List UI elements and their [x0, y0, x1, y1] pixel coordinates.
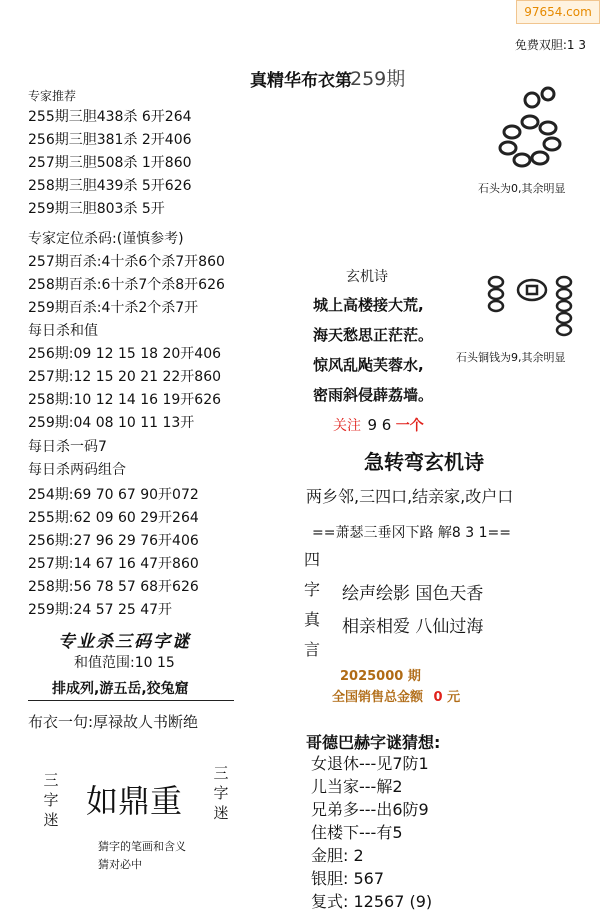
- sum-kill-heading: 每日杀和值: [28, 323, 98, 339]
- focus-label: 关注: [333, 418, 361, 434]
- sum-kill-list: [28, 343, 221, 435]
- coin-stone-image: [486, 272, 586, 342]
- kill-one-text: 每日杀一码7: [28, 439, 107, 455]
- list-item: 259期三胆803杀 5开: [28, 201, 165, 217]
- list-item: 256期:27 96 29 76开406: [28, 533, 199, 549]
- turn-poem-line: 两乡邻,三四口,结亲家,改户口: [306, 487, 514, 506]
- divider: [28, 700, 234, 701]
- buyi-line: 布衣一句:厚禄故人书断绝: [28, 713, 199, 731]
- combo-kill-list: [28, 484, 199, 622]
- focus-tail: 一个: [395, 418, 424, 434]
- riddle-line: 排成列,游五岳,狡兔窟: [52, 681, 189, 697]
- free-double-text: 免费双胆:1 3: [514, 38, 586, 52]
- poem-line: 城上高楼接大荒,: [313, 296, 424, 314]
- list-item: 女退休---见7防1: [311, 754, 429, 773]
- focus-line: [333, 415, 424, 435]
- riddle-hint: 猜字的笔画和含义: [98, 840, 186, 853]
- four-char-line-1: 绘声绘影 国色天香: [342, 584, 484, 604]
- list-item: 兄弟多---出6防9: [311, 800, 429, 819]
- poem-line: 海天愁思正茫茫。: [313, 326, 434, 344]
- list-item: 256期:09 12 15 18 20开406: [28, 346, 222, 362]
- list-item: 258期百杀:6十杀7个杀8开626: [28, 277, 225, 293]
- list-item: 259期:04 08 10 11 13开: [28, 415, 195, 431]
- turn-poem-code: ==萧瑟三垂冈下路 解8 3 1==: [312, 525, 511, 541]
- expert-list: [28, 106, 192, 221]
- vertical-label-char: 迷: [213, 804, 229, 822]
- list-item: 255期:62 09 60 29开264: [28, 510, 199, 526]
- list-item: 257期:12 15 20 21 22开860: [28, 369, 222, 385]
- list-item: 儿当家---解2: [311, 777, 403, 796]
- stone-ring-image: [478, 80, 568, 170]
- stone-caption: 石头为0,其余明显: [478, 182, 566, 195]
- riddle-hint-2: 猜对必中: [98, 858, 142, 871]
- four-char-label-char: 真: [304, 610, 321, 629]
- vertical-label-char: 三: [213, 764, 229, 782]
- xuanji-label: 玄机诗: [346, 269, 388, 285]
- list-item: 银胆: 567: [311, 869, 385, 888]
- sum-range-text: 和值范围:10 15: [74, 655, 175, 671]
- list-item: 258期:10 12 14 16 19开626: [28, 392, 222, 408]
- vertical-label-char: 字: [43, 791, 59, 809]
- focus-numbers: 9 6: [367, 416, 392, 434]
- riddle-title: 专业杀三码字谜: [58, 632, 191, 652]
- gedebach-list: [311, 752, 432, 913]
- vertical-label-right: [212, 763, 230, 823]
- position-kill-heading: 专家定位杀码:(谨慎参考): [28, 231, 184, 247]
- four-char-line-2: 相亲相爱 八仙过海: [342, 617, 484, 637]
- four-char-label-char: 言: [304, 640, 321, 659]
- list-item: 254期:69 70 67 90开072: [28, 487, 199, 503]
- list-item: 复式: 12567 (9): [311, 892, 433, 911]
- gedebach-title: 哥德巴赫字谜猜想:: [306, 733, 441, 752]
- list-item: 259期:24 57 25 47开: [28, 602, 173, 618]
- issue-number: 259期: [350, 68, 406, 90]
- list-item: 256期三胆381杀 2开406: [28, 132, 192, 148]
- vertical-label-char: 三: [43, 771, 59, 789]
- four-char-label-char: 四: [304, 550, 321, 569]
- site-watermark: 97654.com: [516, 0, 600, 24]
- vertical-label-char: 字: [213, 784, 229, 802]
- list-item: 257期三胆508杀 1开860: [28, 155, 192, 171]
- sales-value: 0: [433, 690, 443, 705]
- list-item: 金胆: 2: [311, 846, 364, 865]
- xuanji-poem: [313, 290, 433, 410]
- riddle-main-text: 如鼎重: [86, 782, 183, 820]
- poem-line: 密雨斜侵薜荔墙。: [313, 386, 434, 404]
- page-title: 真精华布衣第: [250, 71, 352, 91]
- list-item: 259期百杀:4十杀2个杀7开: [28, 300, 199, 316]
- lottery-issue: 2025000 期: [340, 669, 421, 684]
- four-char-label: [304, 545, 324, 665]
- vertical-label-char: 迷: [43, 811, 59, 829]
- sales-unit: 元: [447, 690, 461, 705]
- turn-poem-title: 急转弯玄机诗: [364, 450, 484, 474]
- sales-label: 全国销售总金额: [332, 690, 424, 705]
- list-item: 255期三胆438杀 6开264: [28, 109, 192, 125]
- poem-line: 惊风乱飐芙蓉水,: [313, 356, 424, 374]
- lottery-sales-line: [332, 686, 460, 705]
- combo-kill-heading: 每日杀两码组合: [28, 462, 126, 478]
- four-char-label-char: 字: [304, 580, 321, 599]
- vertical-label-left: [42, 770, 60, 830]
- list-item: 257期百杀:4十杀6个杀7开860: [28, 254, 225, 270]
- list-item: 257期:14 67 16 47开860: [28, 556, 199, 572]
- list-item: 258期:56 78 57 68开626: [28, 579, 199, 595]
- list-item: 258期三胆439杀 5开626: [28, 178, 192, 194]
- list-item: 住楼下---有5: [311, 823, 403, 842]
- coin-caption: 石头铜钱为9,其余明显: [456, 351, 566, 364]
- expert-heading: 专家推荐: [28, 89, 77, 103]
- position-kill-list: [28, 251, 225, 320]
